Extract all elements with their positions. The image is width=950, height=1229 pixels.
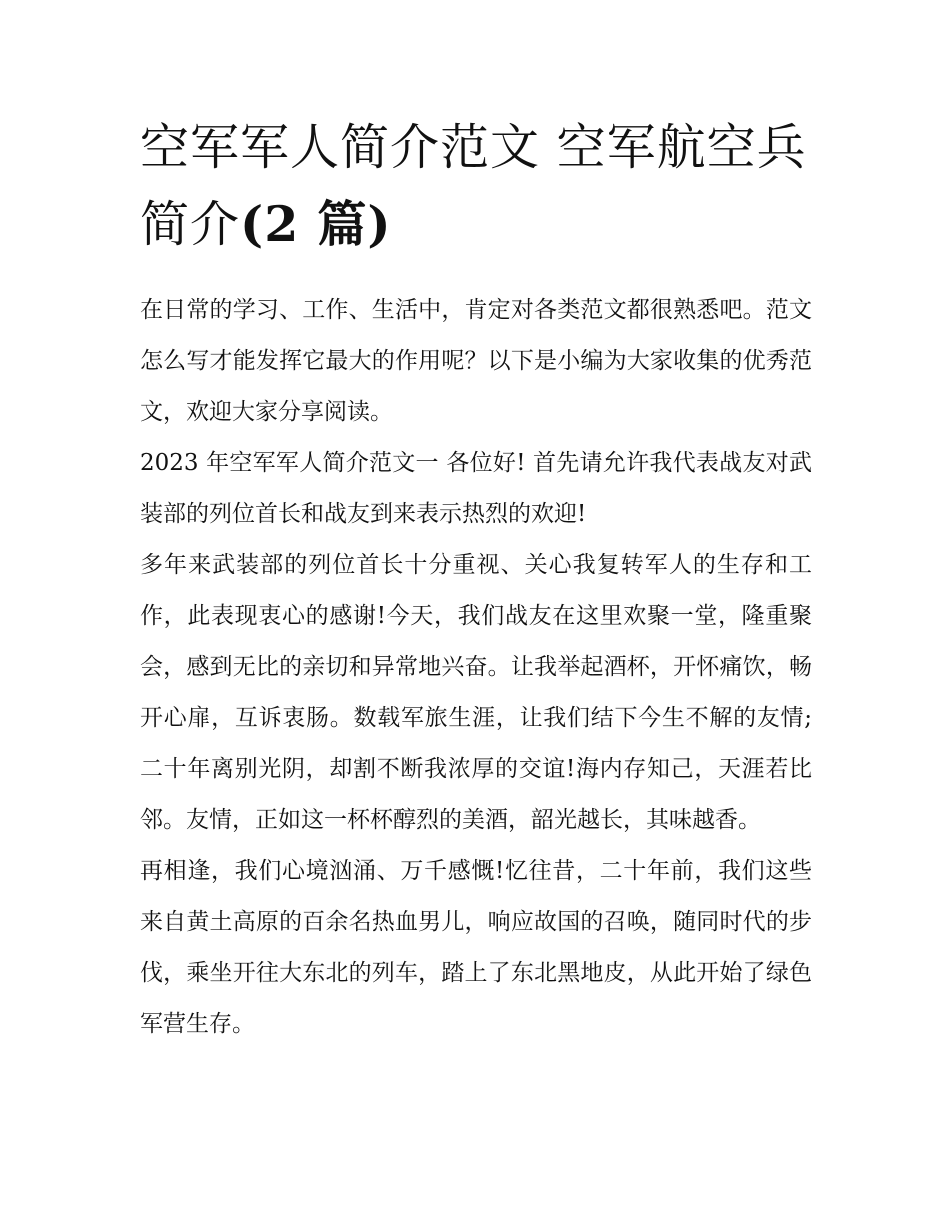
title-suffix: (2 篇) xyxy=(240,195,392,253)
document-body xyxy=(140,285,812,1050)
document-title xyxy=(140,110,812,263)
intro-paragraph: 在日常的学习、工作、生活中，肯定对各类范文都很熟悉吧。范文怎么写才能发挥它最大的作用呢？以下是小编为大家收集的优秀范文，欢迎大家分享阅读。 xyxy=(140,297,812,425)
greeting-paragraph: 2023 年空军军人简介范文一 各位好! 首先请允许我代表战友对武装部的列位首长和战友到来表示热烈的欢迎! xyxy=(140,450,812,527)
thanks-paragraph: 多年来武装部的列位首长十分重视、关心我复转军人的生存和工作，此表现衷心的感谢!今天，我们战友在这里欢聚一堂，隆重聚会，感到无比的亲切和异常地兴奋。让我举起酒杯，开怀痛饮，畅开心扉，互诉衷肠。数载军旅生涯，让我们结下今生不解的友情;二十年离别光阴，却割不断我浓厚的交谊!海内存知己，天涯若比邻。友情，正如这一杯杯醇烈的美酒，韶光越长，其味越香。 xyxy=(140,552,812,833)
document-page xyxy=(140,110,812,1050)
reunion-paragraph: 再相逢，我们心境汹涌、万千感慨!忆往昔，二十年前，我们这些来自黄土高原的百余名热血男儿，响应故国的召唤，随同时代的步伐，乘坐开往大东北的列车，踏上了东北黑地皮，从此开始了绿色军营生存。 xyxy=(140,858,812,1037)
title-main: 空军军人简介范文 空军航空兵简介 xyxy=(140,119,807,253)
